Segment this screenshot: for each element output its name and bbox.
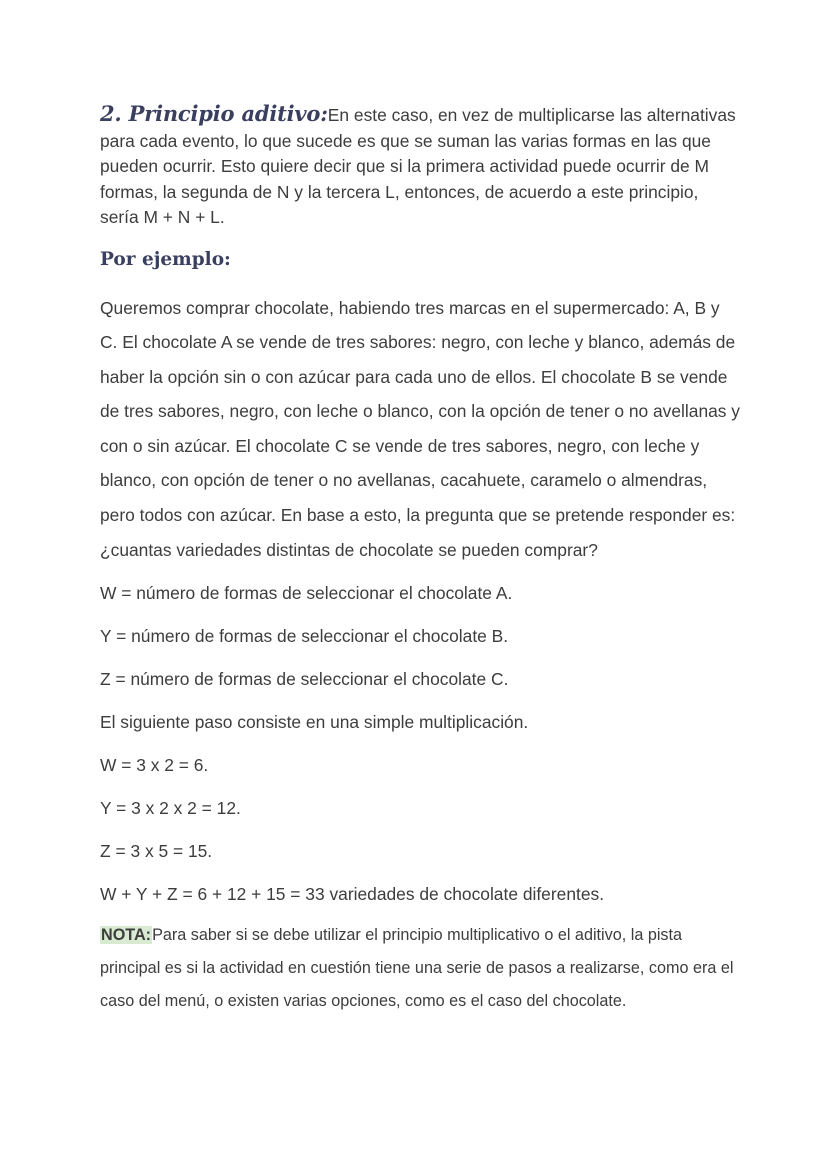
calculation-y: Y = 3 x 2 x 2 = 12. [100, 798, 241, 819]
total-result: W + Y + Z = 6 + 12 + 15 = 33 variedades de chocolate diferentes. [100, 884, 605, 905]
intro-paragraph [100, 101, 740, 231]
document-page [100, 101, 740, 1018]
note-paragraph [100, 919, 740, 1018]
section-heading: 2. Principio aditivo: [100, 101, 328, 126]
calculation-z: Z = 3 x 5 = 15. [100, 841, 213, 862]
definition-y: Y = número de formas de seleccionar el chocolate B. [100, 626, 509, 647]
next-step-text: El siguiente paso consiste en una simple multiplicación. [100, 712, 529, 733]
definition-w: W = número de formas de seleccionar el chocolate A. [100, 583, 513, 604]
note-text: Para saber si se debe utilizar el principio multiplicativo o el aditivo, la pista principal es si la actividad en cuestión tiene una serie de pasos a realizarse, como era el caso del menú, o existen varias opciones, como es el caso del chocolate. [100, 926, 734, 1011]
example-heading: Por ejemplo: [100, 248, 231, 270]
definition-z: Z = número de formas de seleccionar el chocolate C. [100, 669, 509, 690]
calculation-w: W = 3 x 2 = 6. [100, 755, 209, 776]
example-paragraph: Queremos comprar chocolate, habiendo tres marcas en el supermercado: A, B y C. El chocolate A se vende de tres sabores: negro, con leche y blanco, además de haber la opción sin o con azúcar para cada uno de ellos. El chocolate B se vende de tres sabores, negro, con leche o blanco, con la opción de tener o no avellanas y con o sin azúcar. El chocolate C se vende de tres sabores, negro, con leche y blanco, con opción de tener o no avellanas, cacahuete, caramelo o almendras, pero todos con azúcar. En base a esto, la pregunta que se pretende responder es: ¿cuantas variedades distintas de chocolate se pueden comprar? [100, 297, 741, 560]
intro-text: En este caso, en vez de multiplicarse las alternativas para cada evento, lo que sucede es que se suman las varias formas en las que pueden ocurrir. Esto quiere decir que si la primera actividad puede ocurrir de M formas, la segunda de N y la tercera L, entonces, de acuerdo a este principio, sería M + N + L. [100, 105, 736, 227]
note-label: NOTA: [101, 926, 152, 945]
